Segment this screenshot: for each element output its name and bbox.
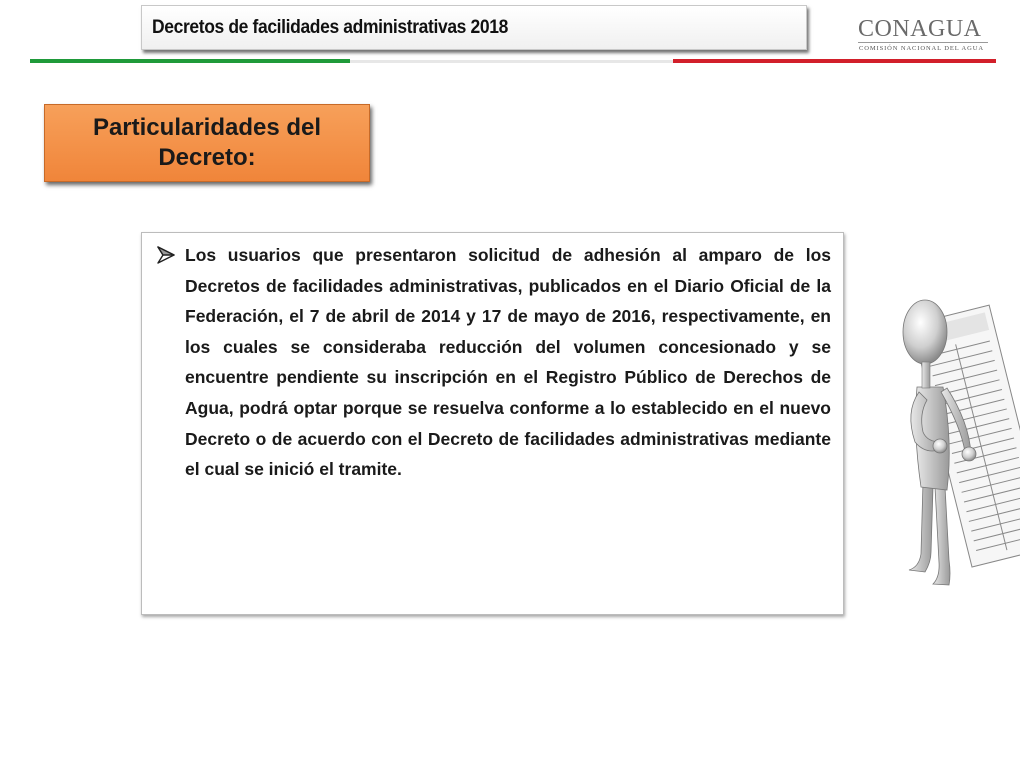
- slide-title-box: [141, 5, 807, 50]
- logo-divider: [858, 42, 988, 43]
- section-heading-box: [44, 104, 370, 182]
- flag-stripe-red: [673, 59, 996, 63]
- arrow-bullet-icon: [156, 245, 176, 265]
- flag-stripe-white: [350, 60, 673, 63]
- flag-stripe-green: [30, 59, 350, 63]
- content-box: [141, 232, 844, 615]
- logo-name: CONAGUA: [858, 16, 982, 42]
- logo-subtitle: COMISIÓN NACIONAL DEL AGUA: [859, 45, 984, 52]
- section-heading: Particularidades del Decreto:: [92, 114, 322, 171]
- slide-title: Decretos de facilidades administrativas 2018: [152, 16, 508, 38]
- bullet-text: Los usuarios que presentaron solicitud de adhesión al amparo de los Decretos de facilidades administrativas, publicados en el Diario Oficial de la Federación, el 7 de abril de 2014 y 17 de mayo de 2016, respectivamente, en los cuales se consideraba reducción del volumen concesionado y se encuentre pendiente su inscripción en el Registro Público de Derechos de Agua, podrá optar porque se resuelva conforme a lo establecido en el nuevo Decreto o de acuerdo con el Decreto de facilidades administrativas mediante el cual se inició el tramite.: [185, 245, 831, 480]
- person-holding-document-icon: [895, 292, 1020, 597]
- conagua-logo: [858, 16, 988, 56]
